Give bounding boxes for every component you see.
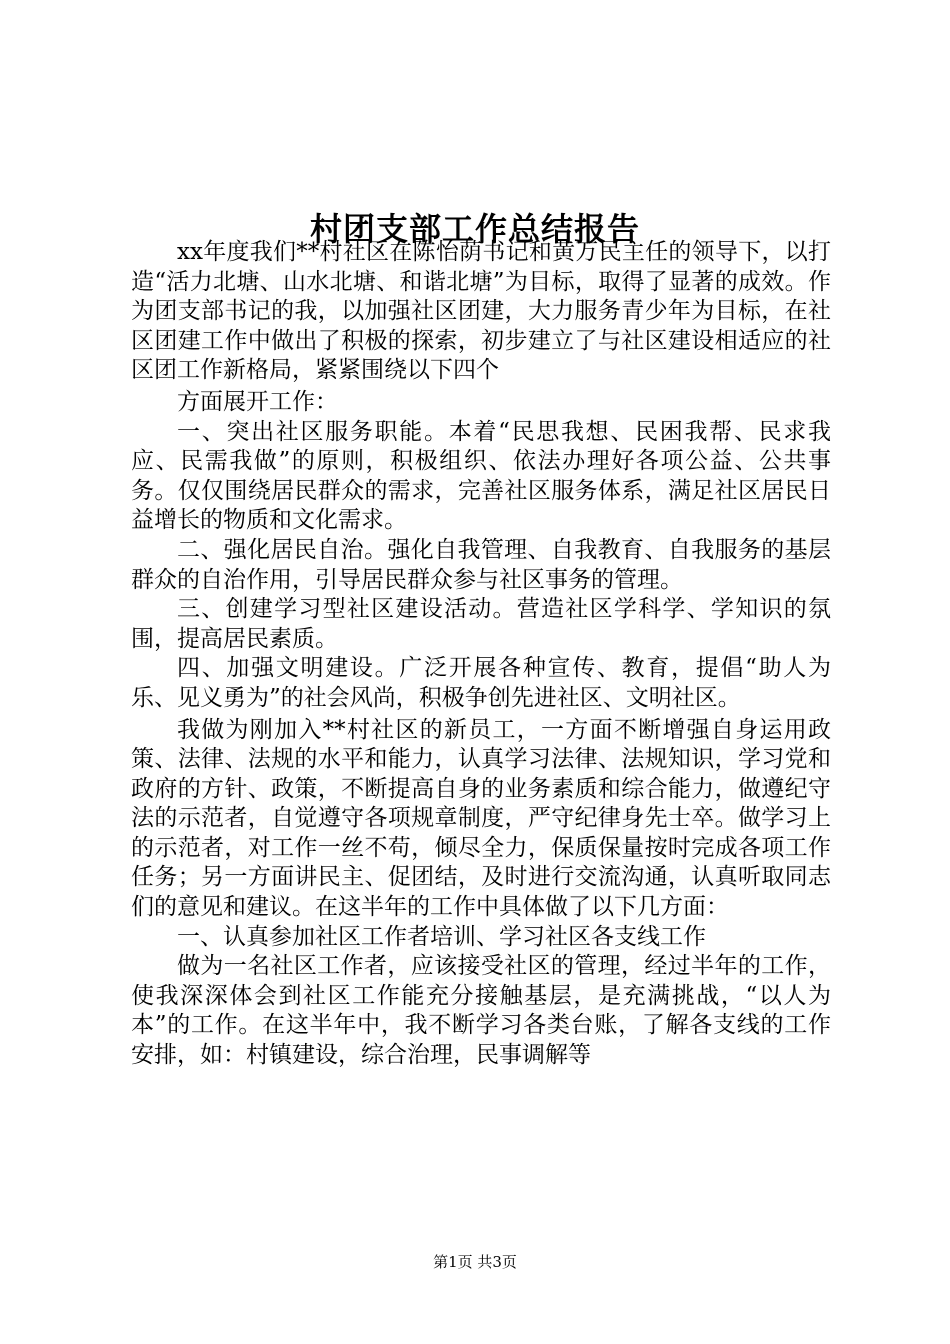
section-heading-training: 一、认真参加社区工作者培训、学习社区各支线工作: [177, 923, 706, 950]
paragraph-point-4: 四、加强文明建设。广泛开展各种宣传、教育，提倡“助人为乐、见义勇为”的社会风尚，积极争创先进社区、文明社区。: [131, 655, 831, 711]
paragraph-intro: xx年度我们**村社区在陈怡荫书记和黄万民主任的领导下，以打造“活力北塘、山水北塘、和谐北塘”为目标，取得了显著的成效。作为团支部书记的我，以加强社区团建，大力服务青少年为目标，在社区团建工作中做出了积极的探索，初步建立了与社区建设相适应的社区团工作新格局，紧紧围绕以下四个: [131, 239, 831, 384]
paragraph-self-review: 我做为刚加入**村社区的新员工，一方面不断增强自身运用政策、法律、法规的水平和能力，认真学习法律、法规知识，学习党和政府的方针、政策，不断提高自身的业务素质和综合能力，做遵纪守法的示范者，自觉遵守各项规章制度，严守纪律身先士卒。做学习上的示范者，对工作一丝不苟，倾尽全力，保质保量按时完成各项工作任务；另一方面讲民主、促团结，及时进行交流沟通，认真听取同志们的意见和建议。在这半年的工作中具体做了以下几方面：: [131, 716, 831, 921]
paragraph-point-2: 二、强化居民自治。强化自我管理、自我教育、自我服务的基层群众的自治作用，引导居民群众参与社区事务的管理。: [131, 536, 831, 593]
document-title: 村团支部工作总结报告: [309, 210, 640, 249]
paragraph-point-1: 一、突出社区服务职能。本着“民思我想、民困我帮、民求我应、民需我做”的原则，积极组织、依法办理好各项公益、公共事务。仅仅围绕居民群众的需求，完善社区服务体系，满足社区居民日益增长的物质和文化需求。: [131, 418, 831, 534]
page-number-footer: 第1页 共3页: [433, 1253, 517, 1271]
paragraph-point-3: 三、创建学习型社区建设活动。营造社区学科学、学知识的氛围，提高居民素质。: [131, 596, 831, 652]
paragraph-intro-continued: 方面展开工作：: [177, 388, 338, 415]
paragraph-training: 做为一名社区工作者，应该接受社区的管理，经过半年的工作，使我深深体会到社区工作能充分接触基层，是充满挑战，“以人为本”的工作。在这半年中，我不断学习各类台账，了解各支线的工作安排，如：村镇建设，综合治理，民事调解等: [131, 953, 831, 1069]
document-body: [131, 238, 831, 1071]
